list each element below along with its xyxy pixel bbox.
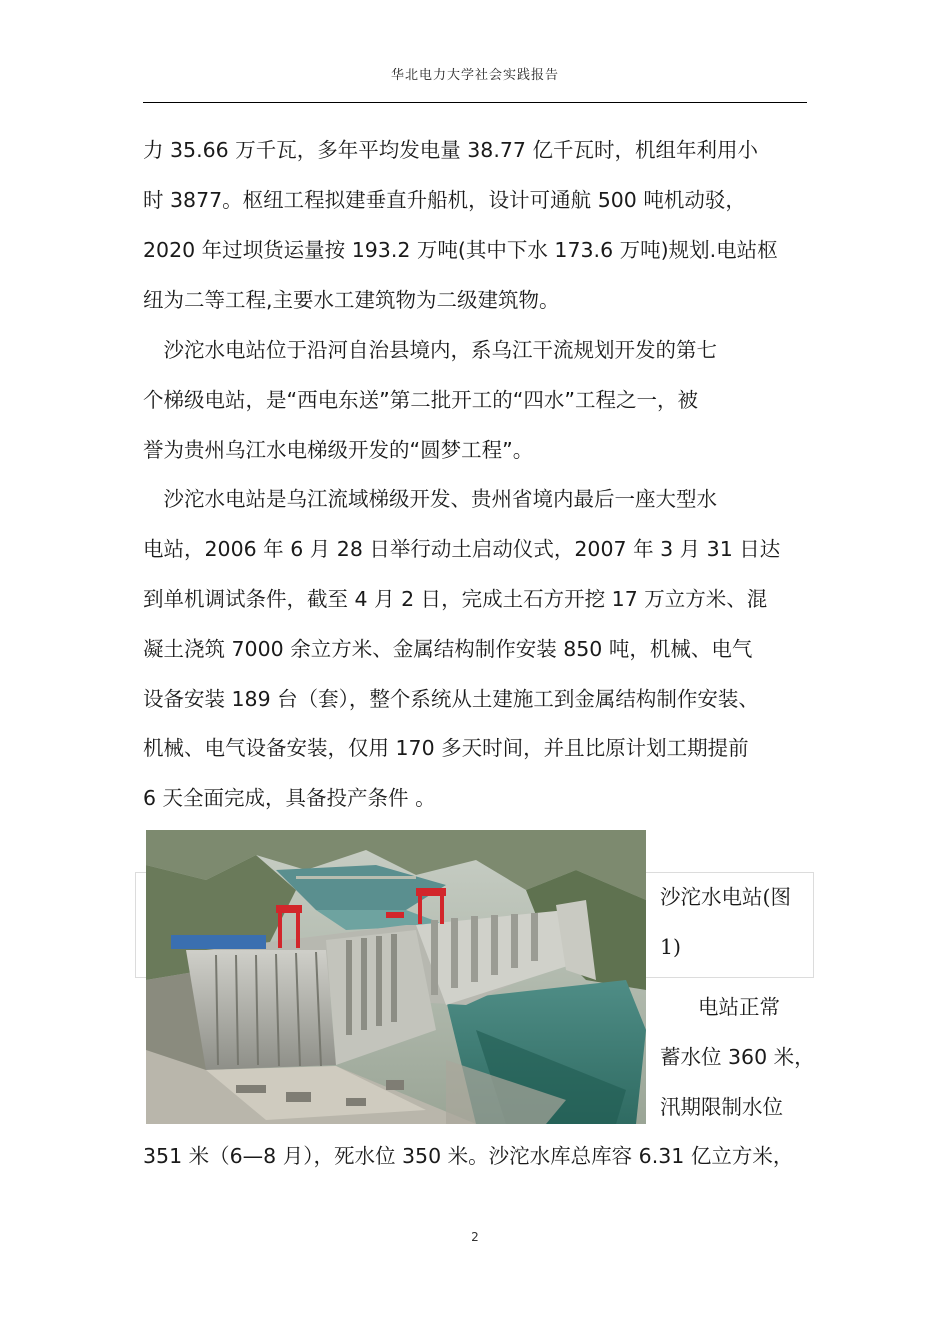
body-line: 凝土浇筑 7000 余立方米、金属结构制作安装 850 吨，机械、电气: [143, 637, 753, 661]
body-line: 到单机调试条件，截至 4 月 2 日，完成土石方开挖 17 万立方米、混: [143, 587, 768, 611]
body-line: 力 35.66 万千瓦，多年平均发电量 38.77 亿千瓦时，机组年利用小: [143, 138, 758, 162]
wrapped-text-line: 电站正常: [698, 995, 780, 1019]
figure-caption: 1): [660, 935, 682, 959]
body-line: 电站，2006 年 6 月 28 日举行动土启动仪式，2007 年 3 月 31 日达: [143, 537, 781, 561]
wrapped-text-line: 汛期限制水位: [660, 1095, 783, 1119]
body-line: 设备安装 189 台（套），整个系统从土建施工到金属结构制作安装、: [143, 687, 759, 711]
page-number: 2: [471, 1230, 479, 1244]
header-rule: [143, 102, 807, 103]
body-line: 时 3877。枢纽工程拟建垂直升船机，设计可通航 500 吨机动驳，: [143, 188, 746, 212]
paragraph-start-line: 沙沱水电站是乌江流域梯级开发、贵州省境内最后一座大型水: [143, 487, 717, 511]
dam-photo: [146, 830, 646, 1124]
paragraph-start-line: 沙沱水电站位于沿河自治县境内，系乌江干流规划开发的第七: [143, 338, 717, 362]
body-line: 个梯级电站，是“西电东送”第二批开工的“四水”工程之一，被: [143, 388, 698, 412]
body-line: 纽为二等工程,主要水工建筑物为二级建筑物。: [143, 288, 560, 312]
body-line: 2020 年过坝货运量按 193.2 万吨(其中下水 173.6 万吨)规划.电站枢: [143, 238, 778, 262]
figure-caption: 沙沱水电站(图: [660, 885, 791, 909]
body-line: 351 米（6—8 月），死水位 350 米。沙沱水库总库容 6.31 亿立方米，: [143, 1144, 794, 1168]
body-line: 6 天全面完成，具备投产条件 。: [143, 786, 436, 810]
running-header: 华北电力大学社会实践报告: [390, 68, 559, 83]
body-line: 誉为贵州乌江水电梯级开发的“圆梦工程”。: [143, 438, 534, 462]
wrapped-text-line: 蓄水位 360 米，: [660, 1045, 815, 1069]
body-line: 机械、电气设备安装，仅用 170 多天时间，并且比原计划工期提前: [143, 736, 749, 760]
